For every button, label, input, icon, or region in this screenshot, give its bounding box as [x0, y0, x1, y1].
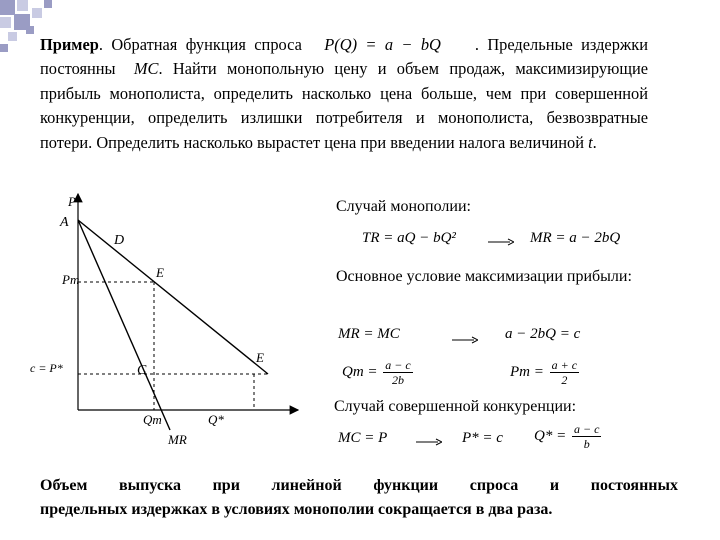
problem-text-4: . Найти монопольную цену и объем продаж, максимизирующие прибыль монополиста, определить насколько цена больше, чем при совершенной конкуренции, определить излишки потребителя и монополиста, безвозвратные потери. Определить насколько вырастет цена при введении налога величиной — [40, 59, 648, 152]
label-e-upper: E — [156, 265, 164, 280]
pstar-formula: P* = c — [462, 430, 503, 446]
problem-statement — [40, 33, 648, 155]
mr-line — [78, 220, 170, 430]
mr-mc-formula: MR = MC — [338, 326, 400, 342]
problem-text-2: . Предельные — [474, 35, 573, 54]
max-condition-text: Основное условие максимизации прибыли: — [336, 268, 632, 285]
decor-square — [44, 0, 52, 8]
case-competition-heading: Случай совершенной конкуренции: — [334, 398, 577, 415]
qm-fraction — [383, 358, 412, 387]
pm-lhs: Pm = — [510, 363, 544, 380]
demand-line — [78, 220, 268, 374]
problem-text-1: . Обратная функция спроса — [98, 35, 302, 54]
tax-symbol: t — [588, 132, 593, 152]
pm-formula — [510, 358, 581, 387]
problem-text-3: издержки постоянны — [40, 35, 648, 79]
qstar-denominator: b — [583, 437, 590, 451]
conclusion — [40, 474, 678, 522]
decor-square — [0, 17, 11, 28]
arrow-icon — [488, 238, 514, 246]
qm-denominator: 2b — [392, 373, 405, 387]
first-order-equation: a − 2bQ = c — [505, 326, 581, 342]
qstar-formula — [534, 422, 603, 451]
decor-square — [17, 0, 28, 11]
label-d: D — [114, 233, 125, 248]
qm-lhs: Qm = — [342, 363, 378, 380]
label-qm: Qm — [143, 412, 162, 427]
qstar-fraction — [572, 422, 601, 451]
pm-fraction — [550, 358, 579, 387]
label-p: P — [68, 194, 76, 209]
arrow-icon — [416, 438, 442, 446]
mc-p-formula: MC = P — [338, 430, 388, 446]
qstar-numerator: a − c — [573, 422, 600, 436]
label-mr: MR — [168, 432, 187, 447]
decor-square — [0, 0, 15, 15]
monopoly-diagram — [30, 192, 360, 452]
mr-formula: MR = a − 2bQ — [530, 230, 621, 246]
decor-square — [0, 44, 8, 52]
arrow-icon — [452, 336, 478, 344]
tr-formula: TR = aQ − bQ² — [362, 230, 456, 246]
qm-numerator: a − c — [385, 358, 411, 372]
decor-square — [32, 8, 42, 18]
label-a: A — [60, 215, 69, 230]
conclusion-line-1: Объем выпуска при линейной функции спроса и постоянных — [40, 477, 678, 494]
label-e-lower: E — [256, 350, 264, 365]
conclusion-line-2: предельных издержках в условиях монополии сокращается в два раза. — [40, 501, 553, 518]
problem-text-5: . — [592, 132, 597, 152]
label-qstar: Q* — [208, 412, 224, 427]
qstar-lhs: Q* = — [534, 427, 567, 444]
pm-denominator: 2 — [561, 373, 568, 387]
case-monopoly-heading: Случай монополии: — [336, 198, 471, 215]
label-c-p: c = P* — [30, 361, 63, 375]
label-pm: Pm — [62, 272, 80, 287]
decor-square — [8, 32, 17, 41]
decor-square — [26, 26, 34, 34]
demand-formula: P(Q) = a − bQ — [324, 35, 441, 54]
label-c: C — [137, 363, 147, 378]
qm-formula — [342, 358, 415, 387]
mc-formula: MC — [133, 59, 159, 79]
pm-numerator: a + c — [551, 358, 578, 372]
example-lead: Пример — [40, 35, 99, 54]
